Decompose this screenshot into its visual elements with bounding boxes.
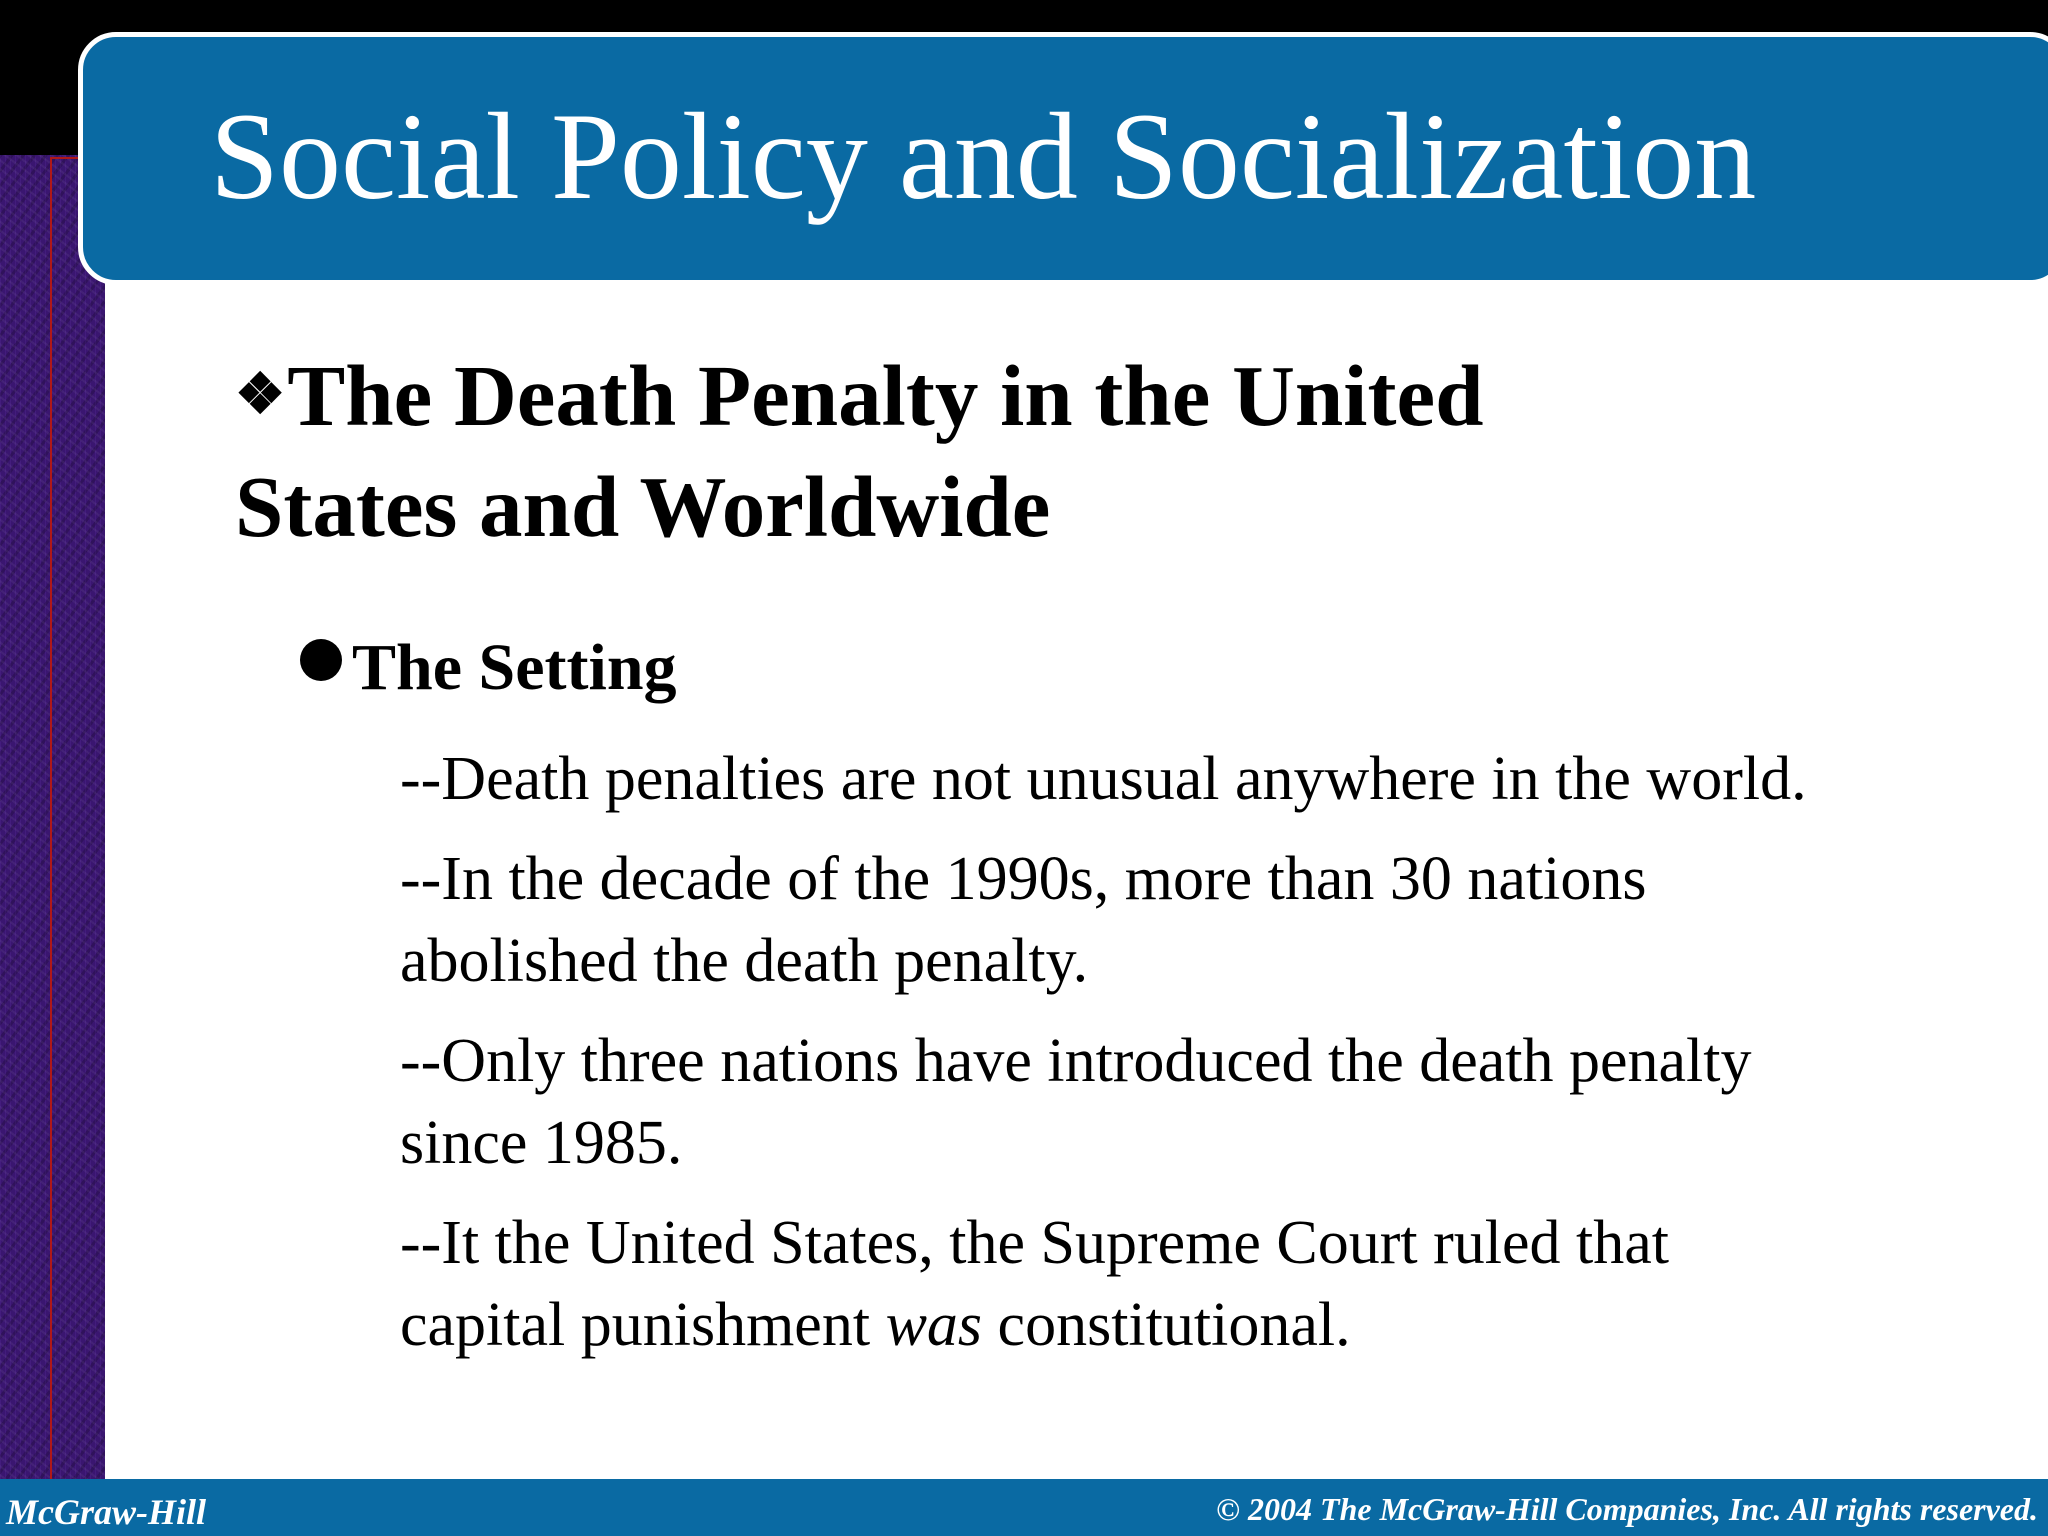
copyright-notice: © 2004 The McGraw-Hill Companies, Inc. All rights reserved. bbox=[1216, 1491, 2038, 1527]
diamond-bullet-icon: ❖ bbox=[235, 364, 286, 426]
publisher-name: McGraw-Hill bbox=[6, 1492, 207, 1532]
paragraph-1-text: --Death penalties are not unusual anywhere in the world. bbox=[400, 745, 1807, 813]
paragraph-3 bbox=[400, 1020, 1820, 1184]
main-heading bbox=[235, 340, 1685, 562]
round-bullet-icon bbox=[300, 639, 342, 681]
paragraph-2-text: --In the decade of the 1990s, more than 30 nations abolished the death penalty. bbox=[400, 845, 1647, 995]
paragraph-1 bbox=[400, 738, 1820, 820]
paragraph-4-text: --It the United States, the Supreme Court ruled that capital punishment bbox=[400, 1209, 1669, 1359]
decorative-texture-strip bbox=[0, 155, 105, 1485]
sub-bullet-text: The Setting bbox=[352, 631, 677, 704]
paragraph-4 bbox=[400, 1202, 1820, 1366]
paragraph-4-text-end: constitutional. bbox=[982, 1291, 1351, 1359]
paragraph-4-emphasis: was bbox=[885, 1291, 983, 1359]
slide-title: Social Policy and Socialization bbox=[210, 88, 1757, 225]
body-paragraphs bbox=[400, 738, 1820, 1384]
main-heading-text: The Death Penalty in the United States and Worldwide bbox=[235, 347, 1484, 555]
paragraph-3-text: --Only three nations have introduced the death penalty since 1985. bbox=[400, 1027, 1752, 1177]
accent-line-vertical bbox=[50, 157, 52, 1487]
paragraph-2 bbox=[400, 838, 1820, 1002]
sub-bullet bbox=[300, 628, 677, 708]
footer-bar bbox=[0, 1479, 2048, 1536]
